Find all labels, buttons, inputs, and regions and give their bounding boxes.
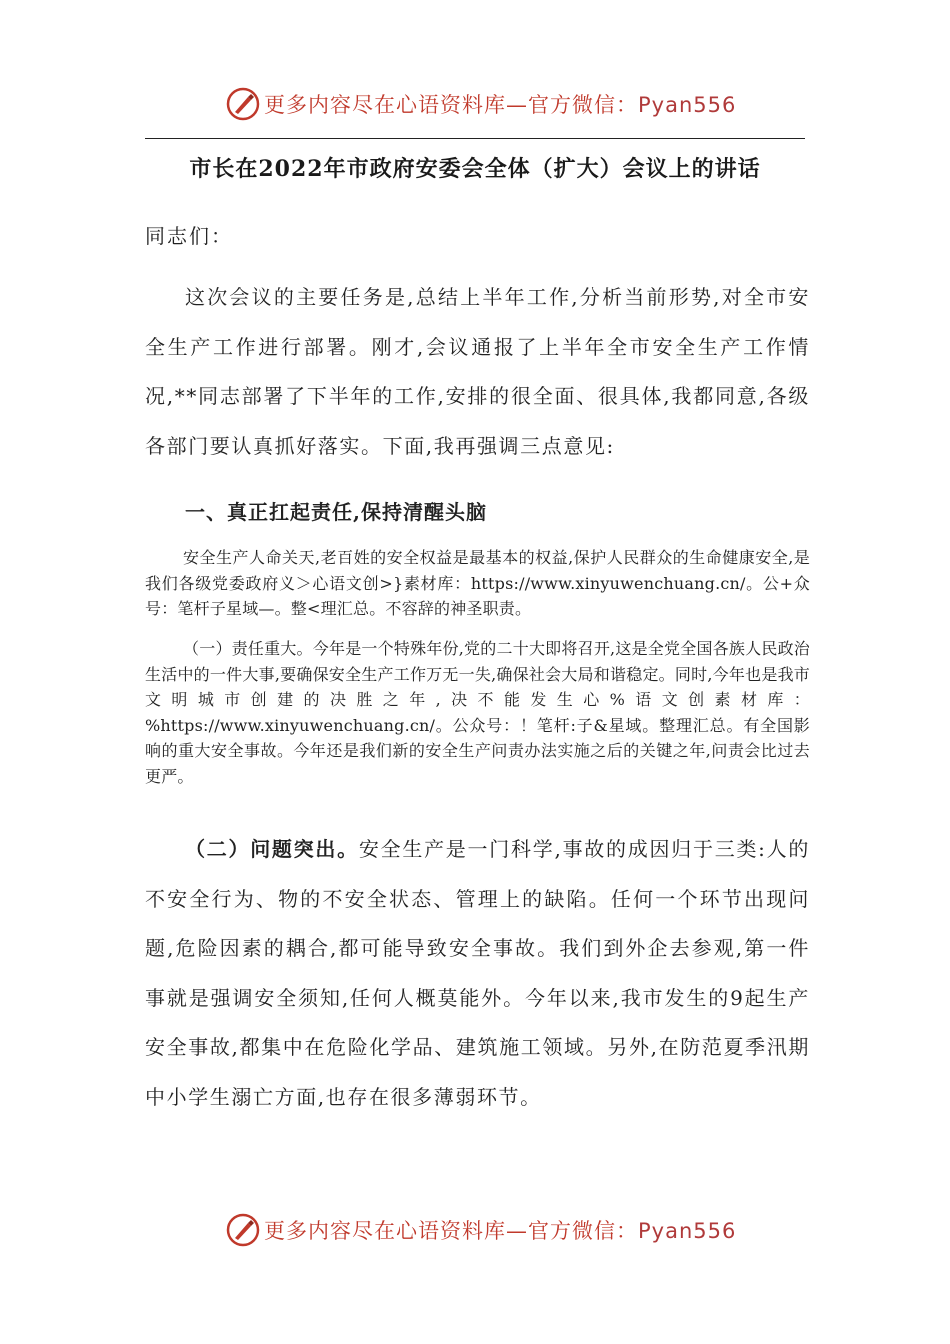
page-title: 市长在2022年市政府安委会全体（扩大）会议上的讲话	[189, 156, 761, 182]
pen-logo-icon	[226, 1213, 260, 1247]
section1-paragraph: 安全生产人命关天,老百姓的安全权益是最基本的权益,保护人民群众的生命健康安全,是我们各级党委政府义＞心语文创>}素材库：https://www.xinyuwenchuang.cn/。公+众号：笔杆子星域—。整<理汇总。不容辞的神圣职责。	[145, 548, 810, 618]
header-divider	[145, 138, 805, 139]
section-heading: 一、真正扛起责任,保持清醒头脑	[185, 500, 487, 524]
point1-paragraph: （一）责任重大。今年是一个特殊年份,党的二十大即将召开,这是全党全国各族人民政治生活中的一件大事,要确保安全生产工作万无一失,确保社会大局和谐稳定。同时,今年也是我市文明城市创建的决胜之年,决不能发生心%语文创素材库：%https://www.xinyuwenchuang.cn/。公众号：！笔杆:子&星域。整理汇总。有全国影响的重大安全事故。今年还是我们新的安全生产问责办法实施之后的关键之年,问责会比过去更严。	[145, 639, 810, 786]
intro-paragraph: 这次会议的主要任务是,总结上半年工作,分析当前形势,对全市安全生产工作进行部署。刚才,会议通报了上半年全市安全生产工作情况,**同志部署了下半年的工作,安排的很全面、很具体,我都同意,各级各部门要认真抓好落实。下面,我再强调三点意见:	[145, 285, 810, 458]
point2-label: （二）问题突出。	[185, 837, 359, 861]
point2-paragraph	[145, 825, 810, 1122]
salutation: 同志们：	[145, 224, 233, 248]
pen-logo-icon	[226, 87, 260, 121]
watermark-text: 更多内容尽在心语资料库—官方微信：Pyan556	[264, 93, 737, 117]
header-watermark	[226, 86, 736, 122]
point2-text: 安全生产是一门科学,事故的成因归于三类:人的不安全行为、物的不安全状态、管理上的缺陷。任何一个环节出现问题,危险因素的耦合,都可能导致安全事故。我们到外企去参观,第一件事就是强调安全须知,任何人概莫能外。今年以来,我市发生的9起生产安全事故,都集中在危险化学品、建筑施工领域。另外,在防范夏季汛期中小学生溺亡方面,也存在很多薄弱环节。	[145, 837, 810, 1109]
footer-watermark	[226, 1212, 736, 1248]
watermark-text: 更多内容尽在心语资料库—官方微信：Pyan556	[264, 1219, 737, 1243]
